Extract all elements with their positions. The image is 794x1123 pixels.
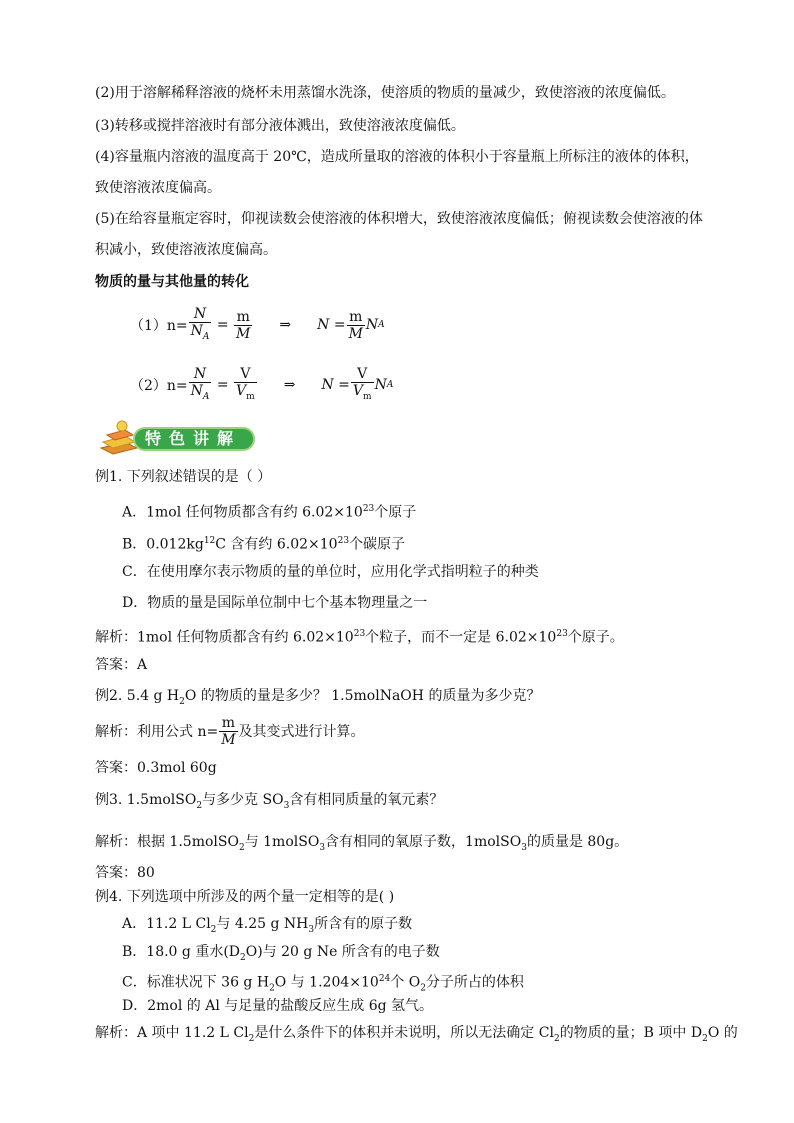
example-4-option-d: D．2mol 的 Al 与足量的盐酸反应生成 6g 氢气。	[122, 998, 434, 1014]
fraction-n-over-na: $\frac{N}{N_A}$	[190, 306, 210, 342]
example-3-answer: 答案：80	[95, 865, 155, 881]
example-3-question: 例3. 1.5molSO$_2$与多少克 $SO_3$含有相同质量的氧元素？	[95, 792, 444, 811]
formula-1-label: （1）n=	[130, 318, 188, 335]
implies-arrow-2: ⇒	[283, 377, 296, 394]
example-1-option-d: D．物质的量是国际单位制中七个基本物理量之一	[122, 595, 428, 611]
fraction-v-over-vm: $\frac{V}{V_m}$	[236, 366, 255, 402]
fraction-m-over-M-3: $\frac{m}{M}$	[221, 715, 236, 748]
formula-1: （1）n= $\frac{N}{N_A}$ = $\frac{m}{M}$ ⇒ N = $\frac{m}{M}$ N A	[130, 306, 385, 345]
fraction-n-over-na-2: $\frac{N}{N_A}$	[190, 366, 210, 402]
example-1-question: 例1. 下列叙述错误的是（ ）	[95, 469, 272, 485]
example-4-option-b: B．18.0 g 重水$(D_2O)$与 20 g Ne 所含有的电子数	[122, 944, 440, 963]
point-2: (2)用于溶解稀释溶液的烧杯未用蒸馏水洗涤，使溶质的物质的量减少，致使溶液的浓度偏低。	[95, 85, 675, 101]
badge-title: 特色讲解	[145, 429, 242, 448]
fraction-m-over-M-2: $\frac{m}{M}$	[348, 308, 363, 342]
example-2-question: 例2. 5.4 g $H_2O$ 的物质的量是多少？ 1.5molNaOH 的质量为多少克？	[95, 688, 541, 707]
example-2-answer: 答案：0.3mol 60g	[95, 760, 217, 776]
example-4-analysis: 解析：A 项中 11.2 L $Cl_2$是什么条件下的体积并未说明，所以无法确定 $Cl_2$的物质的量；B 项中 $D_2O$ 的	[95, 1025, 738, 1044]
example-1-analysis: 解析：1mol 任何物质都含有约 $6.02\times 10^{23}$个粒子，而不一定是 $6.02\times 10^{23}$个原子。	[95, 629, 624, 646]
implies-arrow: ⇒	[279, 317, 292, 334]
example-1-option-b: B．$0.012kg^{12}C$ 含有约 $6.02\times 10^{23}$个碳原子	[122, 536, 406, 553]
fraction-v-over-vm-2: $\frac{V}{V_m}$	[352, 366, 372, 402]
formula-2-label: （2）n=	[130, 378, 188, 395]
formula-1-lhs: N =	[317, 317, 346, 334]
section-title: 物质的量与其他量的转化	[95, 274, 249, 290]
formula-2: （2）n= $\frac{N}{N_A}$ = $\frac{V}{V_m}$ ⇒ N = $\frac{V}{V_m}$ N A	[130, 366, 393, 405]
point-3: (3)转移或搅拌溶液时有部分液体溅出，致使溶液浓度偏低。	[95, 118, 465, 134]
example-4-option-a: A．11.2 L $Cl_2$与 4.25 g $NH_3$所含有的原子数	[122, 916, 413, 935]
example-2-analysis: 解析：利用公式 n= $\frac{m}{M}$ 及其变式进行计算。	[95, 715, 365, 748]
example-1-answer: 答案：A	[95, 657, 148, 673]
formula-1-tail: N	[365, 317, 379, 334]
point-4-line-2: 致使溶液浓度偏高。	[95, 180, 221, 196]
example-4-option-c: C．标准状况下 36 g $H_2O$ 与 $1.204\times 10^{24}$个 $O_2$分子所占的体积	[122, 974, 524, 994]
formula-2-tail: N	[374, 377, 387, 394]
point-5-line-1: (5)在给容量瓶定容时，仰视读数会使溶液的体积增大，致使溶液浓度偏低；俯视读数会使溶液的体	[95, 211, 703, 227]
example-4-question: 例4. 下列选项中所涉及的两个量一定相等的是( )	[95, 889, 395, 905]
example-1-option-a: A．1mol 任何物质都含有约 $6.02\times 10^{23}$个原子	[122, 504, 417, 521]
example-1-option-c: C．在使用摩尔表示物质的量的单位时，应用化学式指明粒子的种类	[122, 564, 539, 580]
fraction-m-over-M: $\frac{m}{M}$	[236, 308, 251, 342]
point-4-line-1: (4)容量瓶内溶液的温度高于 20℃，造成所量取的溶液的体积小于容量瓶上所标注的液体的体积，	[95, 149, 699, 165]
point-5-line-2: 积减小，致使溶液浓度偏高。	[95, 242, 277, 258]
feature-badge	[95, 418, 260, 458]
formula-2-lhs: N =	[321, 377, 350, 394]
example-3-analysis: 解析：根据 1.5molSO$_2$与 1molSO$_3$含有相同的氧原子数，1molSO$_3$的质量是 80g。	[95, 834, 629, 853]
